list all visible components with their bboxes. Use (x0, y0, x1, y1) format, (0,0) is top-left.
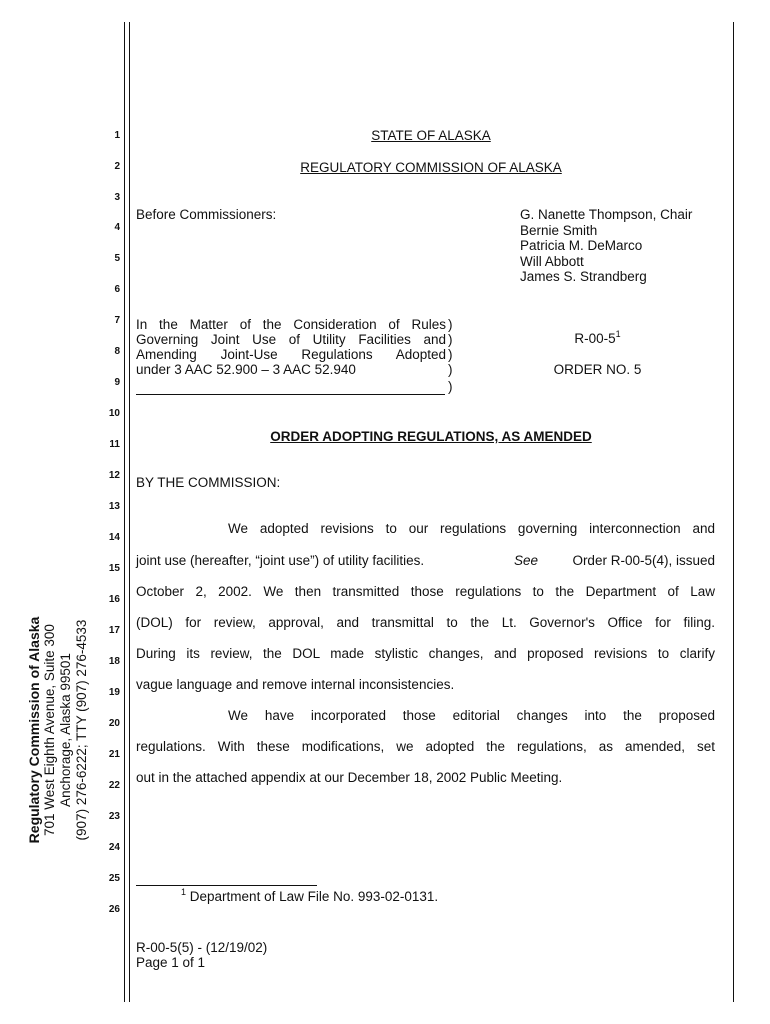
line-number: 24 (108, 842, 120, 853)
line-number: 23 (108, 811, 120, 822)
footnote-text: Department of Law File No. 993-02-0131. (189, 889, 439, 904)
line-number: 12 (108, 470, 120, 481)
line-number: 18 (108, 656, 120, 667)
caption-paren: ) (448, 347, 453, 362)
commissioner-name: James S. Strandberg (520, 269, 647, 284)
caption-paren: ) (448, 332, 453, 347)
caption-paren: ) (448, 362, 453, 377)
right-margin-rule (733, 22, 734, 1002)
docket-number: $R-00-5^1$ (574, 329, 621, 346)
line-number: 4 (114, 222, 120, 233)
line-number: 11 (109, 439, 120, 450)
commission-heading: REGULATORY COMMISSION OF ALASKA (300, 160, 562, 175)
sidebar-org-name: Regulatory Commission of Alaska (26, 616, 42, 844)
caption-line: In the Matter of the Consideration of Rules (136, 317, 446, 332)
line-number: 14 (108, 532, 120, 543)
by-commission: BY THE COMMISSION: (136, 475, 281, 490)
footnote-ref: 1 (615, 329, 621, 339)
state-heading: STATE OF ALASKA (371, 128, 491, 143)
line-number: 21 (108, 749, 120, 760)
commissioner-name: Will Abbott (520, 253, 584, 269)
line-number: 6 (114, 284, 120, 295)
body-line: regulations. With these modifications, we adopted the regulations, as amended, set (136, 739, 715, 754)
line-number: 3 (114, 192, 120, 203)
commissioner-name: G. Nanette Thompson, Chair (520, 207, 693, 222)
body-line: joint use (hereafter, “joint use”) of utility facilities. (136, 553, 425, 568)
caption-line: Governing Joint Use of Utility Facilities and (136, 332, 446, 347)
line-number: 5 (114, 253, 120, 264)
caption-line: under 3 AAC 52.900 – 3 AAC 52.940 (136, 362, 356, 377)
body-line: out in the attached appendix at our December 18, 2002 Public Meeting. (136, 770, 563, 785)
line-number: 1 (114, 130, 120, 141)
line-number: 20 (108, 718, 120, 729)
body-line: We adopted revisions to our regulations governing interconnection and (228, 521, 715, 536)
caption-line: Amending Joint-Use Regulations Adopted (136, 347, 446, 362)
footnote-separator (136, 885, 317, 886)
line-number: 22 (108, 780, 120, 791)
line-number: 15 (108, 563, 120, 574)
sidebar-address-line1: 701 West Eighth Avenue, Suite 300 (42, 624, 57, 836)
footnote-marker: 1 (181, 887, 187, 897)
left-margin-rule (124, 22, 125, 1002)
order-number: ORDER NO. 5 (553, 362, 642, 377)
sidebar-address-line2: Anchorage, Alaska 99501 (58, 653, 73, 807)
line-number: 25 (108, 873, 120, 884)
page-footer (136, 940, 267, 970)
body-line-italic: See (514, 553, 539, 568)
caption-paren: ) (448, 379, 453, 394)
line-number: 13 (108, 501, 120, 512)
line-number: 7 (114, 315, 120, 326)
left-margin-rule-inner (129, 22, 130, 1002)
line-number: 2 (114, 161, 120, 172)
footnote (181, 889, 438, 904)
body-line: Order R-00-5(4), issued (572, 553, 715, 568)
commissioners-list (520, 207, 692, 285)
footer-order-ref: R-00-5(5) - (12/19/02) (136, 940, 268, 955)
body-line: vague language and remove internal inconsistencies. (136, 677, 455, 692)
line-number: 17 (108, 625, 120, 636)
body-line: We have incorporated those editorial changes into the proposed (228, 708, 715, 723)
sidebar-phone: (907) 276-6222; TTY (907) 276-4533 (74, 619, 89, 841)
line-number: 16 (108, 594, 120, 605)
commissioner-name: Patricia M. DeMarco (520, 238, 643, 253)
commissioner-name: Bernie Smith (520, 222, 598, 238)
line-number: 19 (108, 687, 120, 698)
footer-page-number: Page 1 of 1 (136, 955, 206, 970)
line-number: 8 (114, 346, 120, 357)
line-number: 26 (108, 904, 120, 915)
commissioners-label: Before Commissioners: (136, 207, 277, 222)
line-number: 9 (114, 377, 120, 388)
order-title: ORDER ADOPTING REGULATIONS, AS AMENDED (270, 429, 592, 444)
body-line: During its review, the DOL made stylistic changes, and proposed revisions to clarify (136, 646, 715, 661)
body-line: October 2, 2002. We then transmitted those regulations to the Department of Law (136, 584, 715, 599)
line-number: 10 (108, 408, 120, 419)
body-line: (DOL) for review, approval, and transmittal to the Lt. Governor's Office for filing. (136, 615, 715, 630)
caption-paren: ) (448, 317, 453, 332)
caption-underline (136, 394, 445, 395)
